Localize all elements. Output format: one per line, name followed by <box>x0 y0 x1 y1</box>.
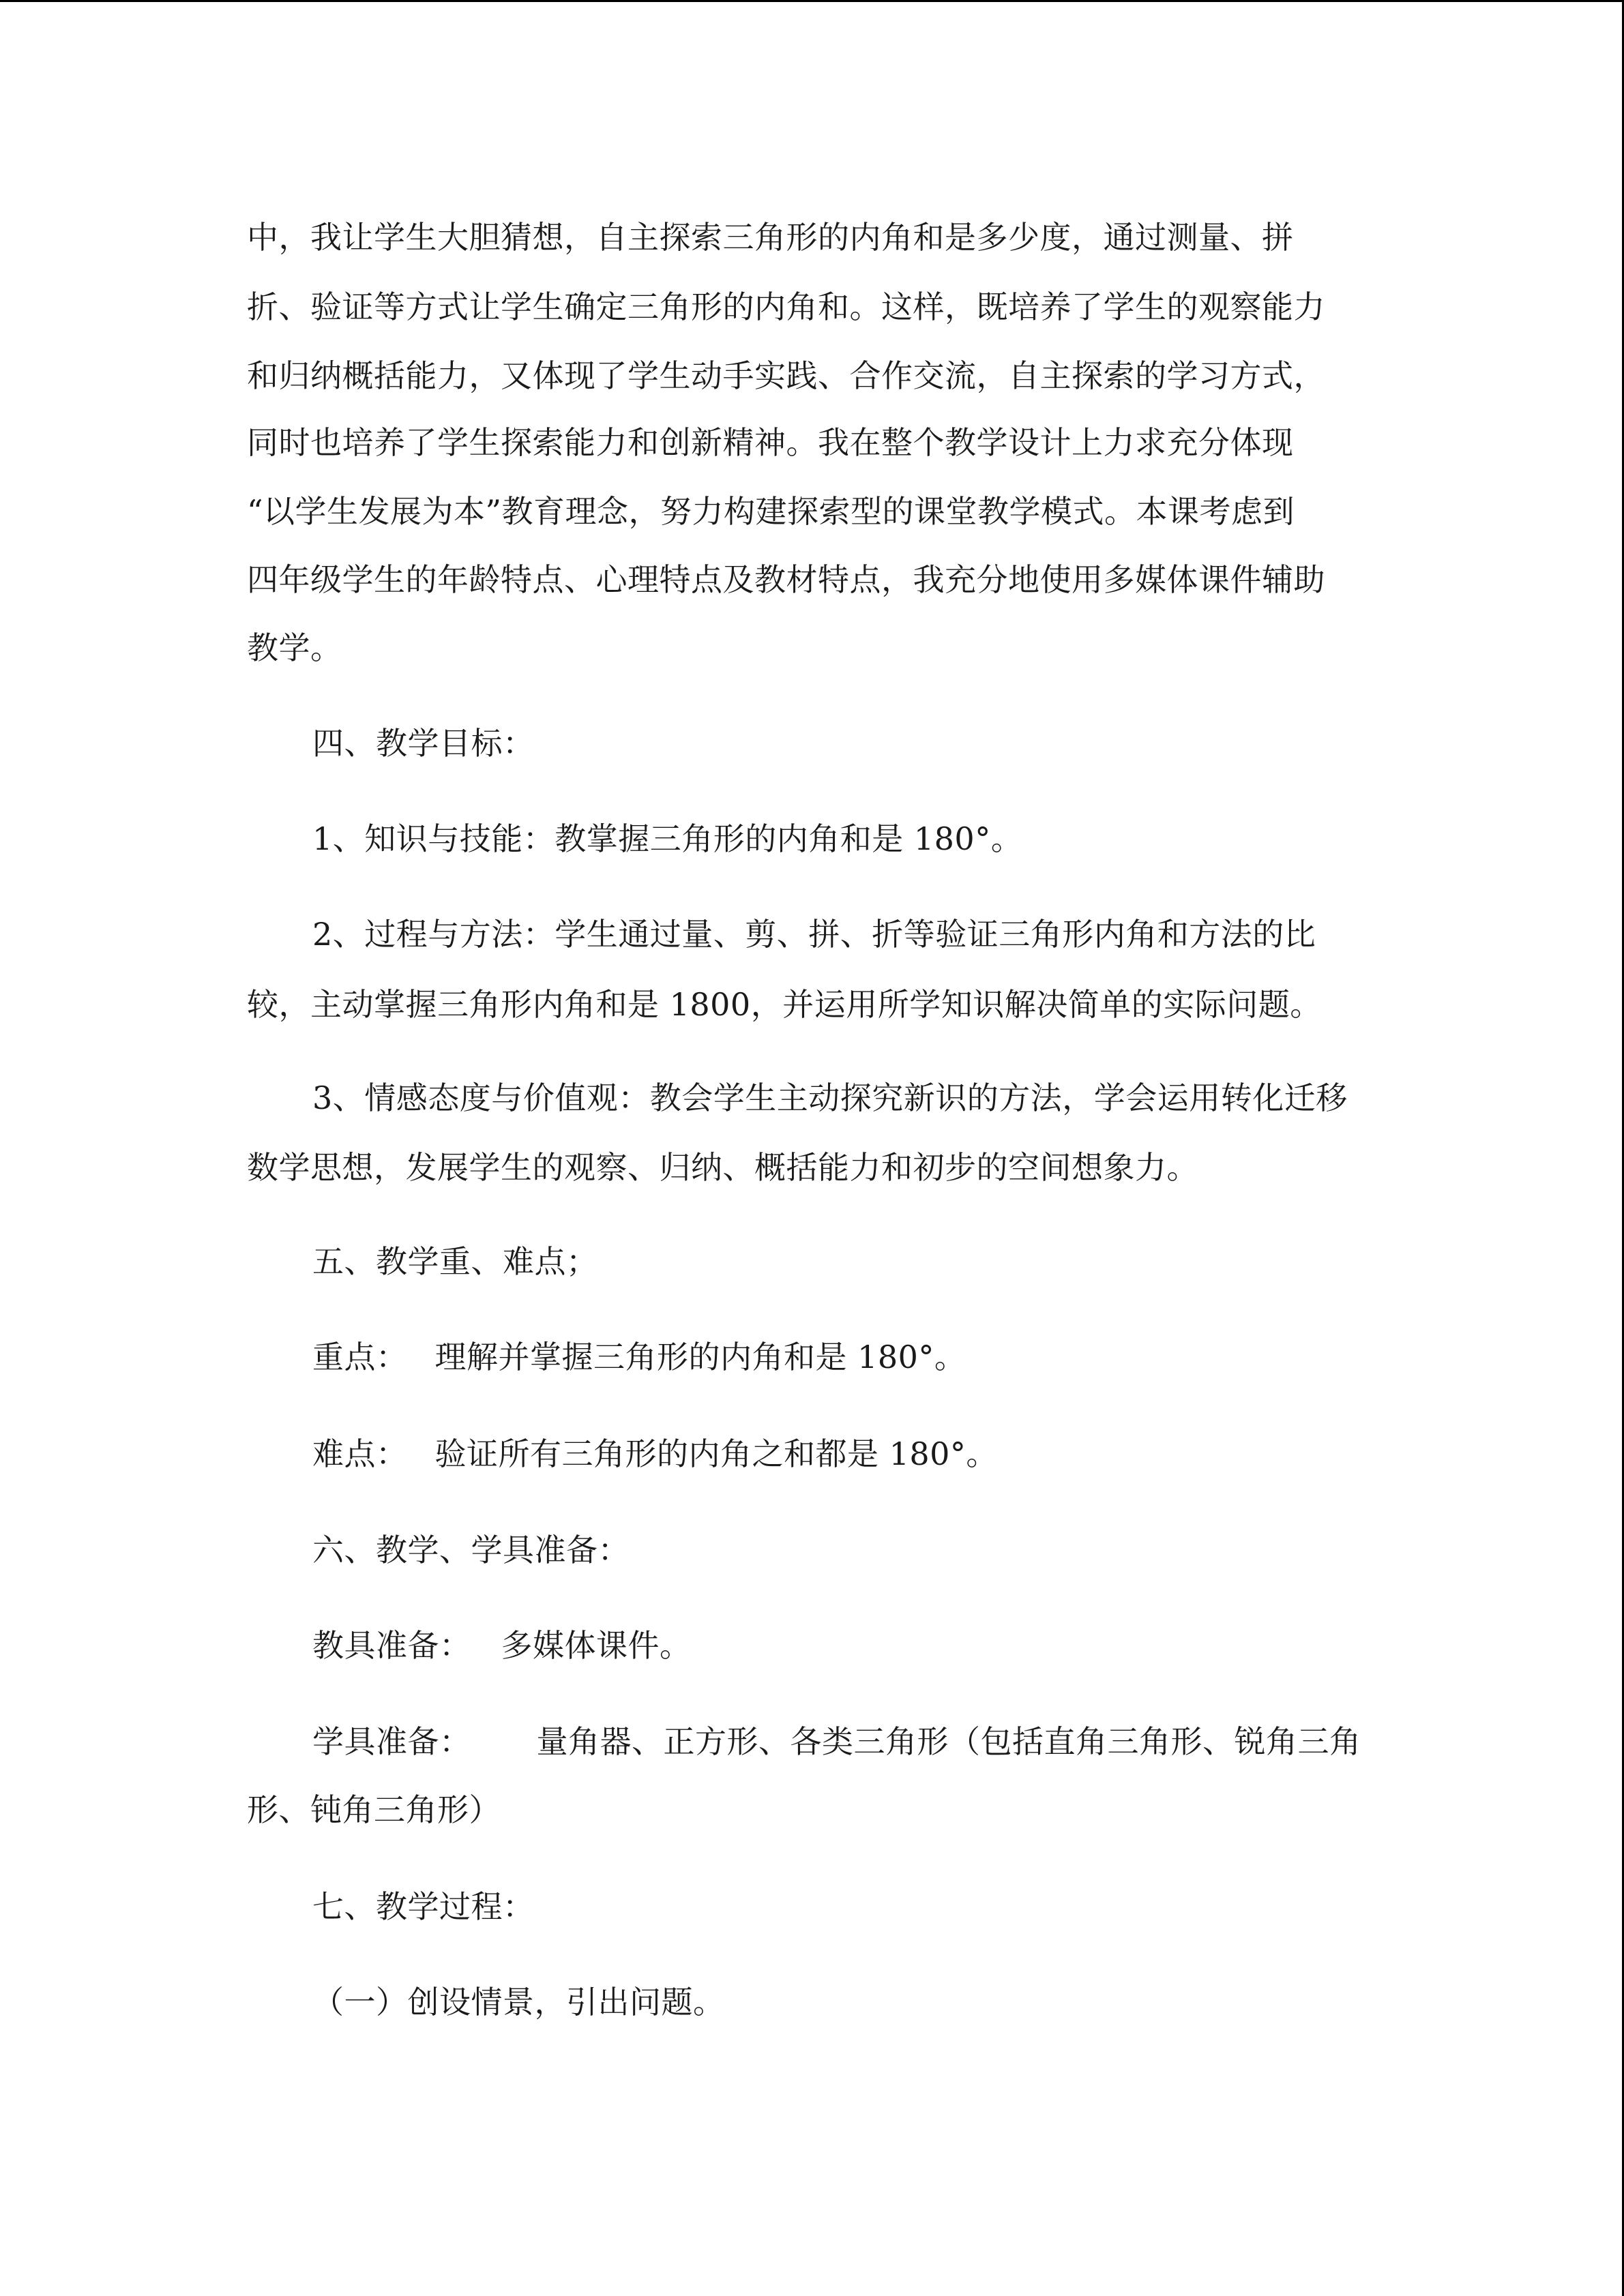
key-point-line <box>312 1337 966 1377</box>
teacher-prep-text: 多媒体课件。 <box>501 1627 692 1664</box>
section-goals-heading: 四、教学目标： <box>312 725 535 762</box>
key-point-label: 重点： <box>312 1339 408 1375</box>
difficult-point-line <box>312 1433 998 1474</box>
intro-line-3: 和归纳概括能力，又体现了学生动手实践、合作交流，自主探索的学习方式， <box>247 357 1325 394</box>
student-prep-line-2: 形、钝角三角形） <box>247 1791 501 1828</box>
student-prep-text-1: 量角器、正方形、各类三角形（包括直角三角形、锐角三角 <box>536 1723 1361 1760</box>
goal-item-2-line-1: 2、过程与方法：学生通过量、剪、拼、折等验证三角形内角和方法的比 <box>312 916 1316 953</box>
section-focus-heading: 五、教学重、难点； <box>312 1243 598 1280</box>
teacher-prep-line <box>312 1625 692 1666</box>
intro-line-2: 折、验证等方式让学生确定三角形的内角和。这样，既培养了学生的观察能力 <box>247 288 1325 325</box>
key-point-text: 理解并掌握三角形的内角和是 180°。 <box>434 1339 966 1375</box>
goal-item-3-line-2: 数学思想，发展学生的观察、归纳、概括能力和初步的空间想象力。 <box>247 1149 1198 1186</box>
difficult-point-text: 验证所有三角形的内角之和都是 180°。 <box>434 1435 998 1472</box>
goal-item-3-line-1: 3、情感态度与价值观：教会学生主动探究新识的方法，学会运用转化迁移 <box>312 1079 1348 1116</box>
intro-line-1: 中，我让学生大胆猜想，自主探索三角形的内角和是多少度，通过测量、拼 <box>247 219 1294 256</box>
intro-line-5: “以学生发展为本”教育理念，努力构建探索型的课堂教学模式。本课考虑到 <box>247 493 1295 530</box>
teacher-prep-label: 教具准备： <box>312 1627 471 1664</box>
intro-line-7: 教学。 <box>247 629 342 666</box>
difficult-point-label: 难点： <box>312 1435 408 1472</box>
goal-item-1: 1、知识与技能：教掌握三角形的内角和是 180°。 <box>312 820 1023 857</box>
section-process-heading: 七、教学过程： <box>312 1888 535 1925</box>
intro-line-4: 同时也培养了学生探索能力和创新精神。我在整个教学设计上力求充分体现 <box>247 424 1294 461</box>
student-prep-label: 学具准备： <box>312 1723 471 1760</box>
goal-item-2-line-2: 较，主动掌握三角形内角和是 1800，并运用所学知识解决简单的实际问题。 <box>247 986 1322 1023</box>
student-prep-line-1 <box>312 1721 1361 1762</box>
process-step-1: （一）创设情景，引出问题。 <box>312 1984 725 2021</box>
section-prep-heading: 六、教学、学具准备： <box>312 1532 630 1568</box>
intro-line-6: 四年级学生的年龄特点、心理特点及教材特点，我充分地使用多媒体课件辅助 <box>247 561 1325 598</box>
